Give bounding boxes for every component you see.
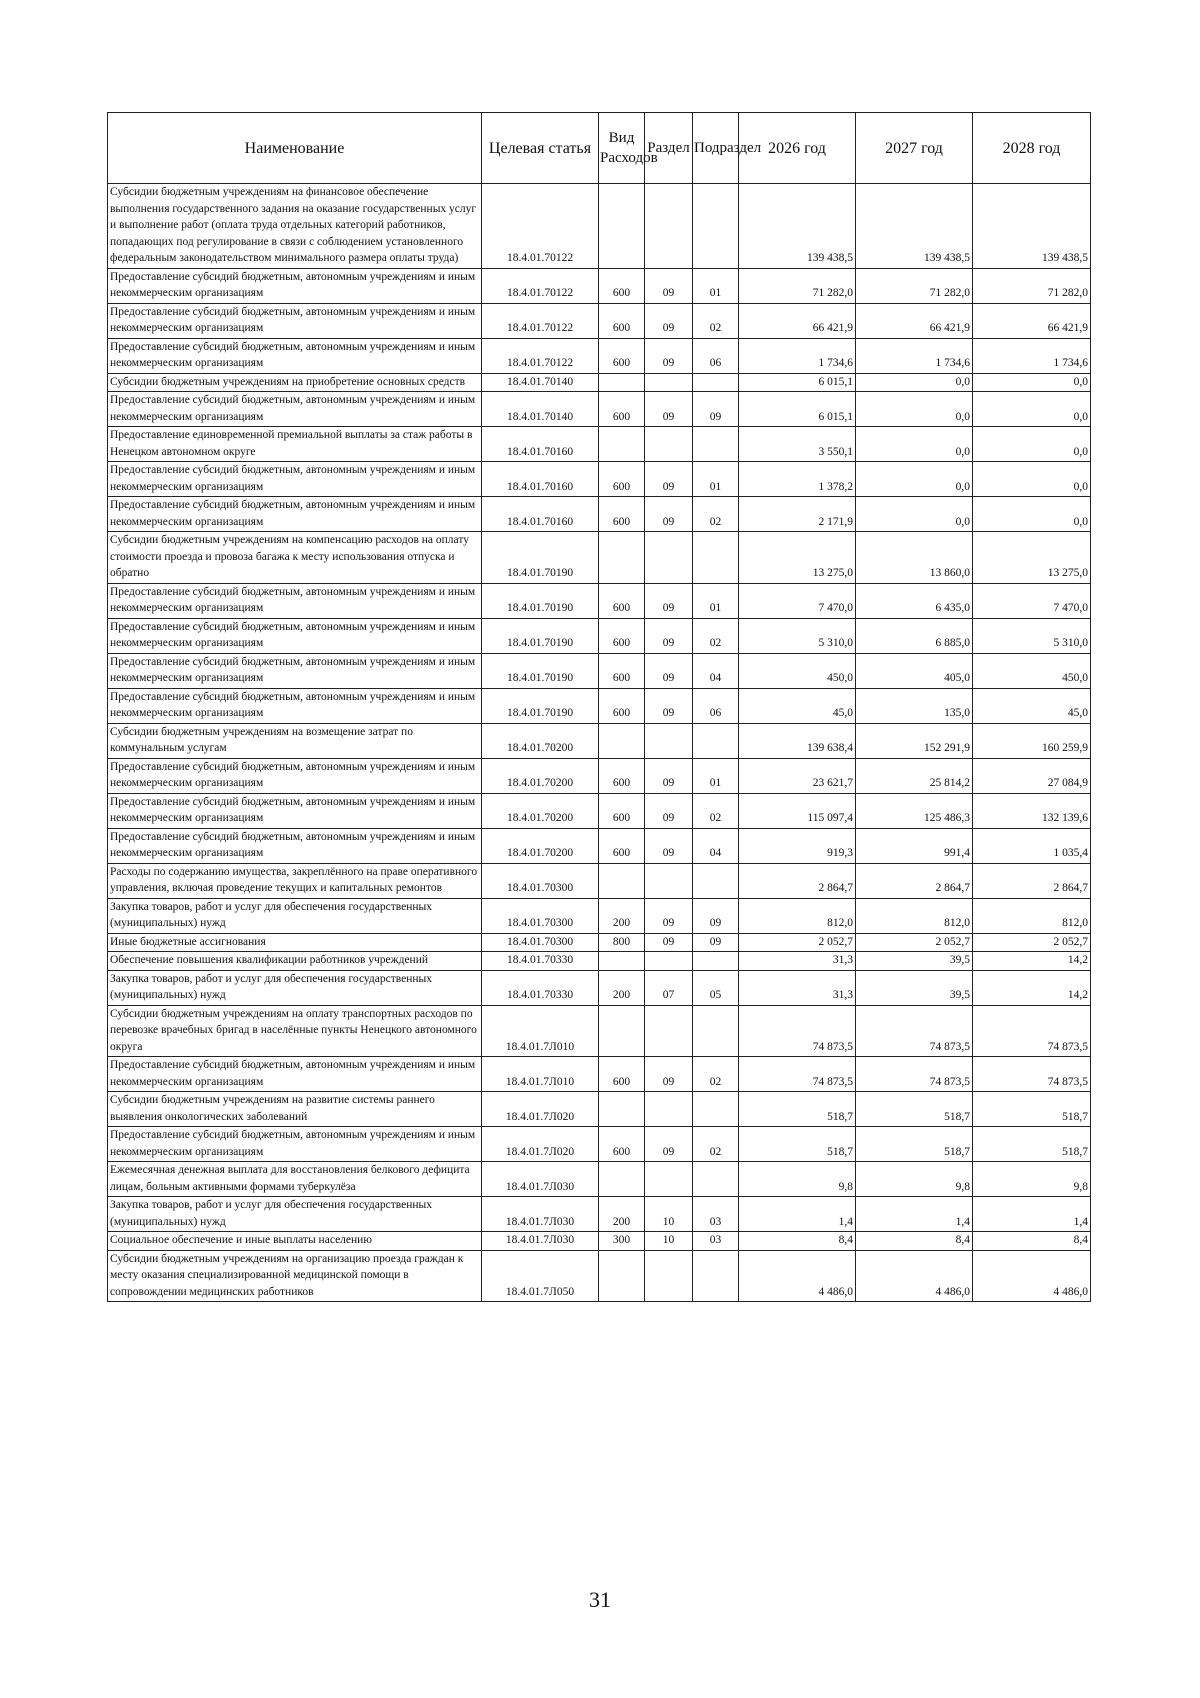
row-name-cell: Закупка товаров, работ и услуг для обеспечения государственных (муниципальных) нужд [108,898,482,933]
amount-2026-cell: 23 621,7 [739,758,856,793]
amount-2026-cell: 3 550,1 [739,427,856,462]
table-row [108,532,1091,584]
expense-type-cell [599,1092,645,1127]
expense-type-cell: 200 [599,1197,645,1232]
header-year-2027: 2027 год [856,113,973,184]
section-cell: 10 [645,1197,693,1232]
target-article-cell: 18.4.01.70160 [482,497,599,532]
subsection-cell: 01 [693,462,739,497]
table-row [108,828,1091,863]
amount-2026-cell: 1 378,2 [739,462,856,497]
target-article-cell: 18.4.01.7Л020 [482,1092,599,1127]
amount-2027-cell: 6 885,0 [856,618,973,653]
target-article-cell: 18.4.01.70300 [482,863,599,898]
header-year-2028: 2028 год [973,113,1091,184]
table-row [108,1092,1091,1127]
amount-2028-cell: 139 438,5 [973,184,1091,269]
expense-type-cell: 600 [599,303,645,338]
amount-2028-cell: 0,0 [973,427,1091,462]
table-row [108,373,1091,392]
table-row [108,1250,1091,1302]
target-article-cell: 18.4.01.70160 [482,427,599,462]
amount-2028-cell: 812,0 [973,898,1091,933]
amount-2028-cell: 14,2 [973,952,1091,971]
amount-2027-cell: 0,0 [856,427,973,462]
target-article-cell: 18.4.01.7Л010 [482,1057,599,1092]
expense-type-cell: 600 [599,618,645,653]
amount-2027-cell: 25 814,2 [856,758,973,793]
amount-2027-cell: 518,7 [856,1127,973,1162]
table-row [108,303,1091,338]
target-article-cell: 18.4.01.7Л030 [482,1197,599,1232]
section-cell: 09 [645,338,693,373]
table-row [108,184,1091,269]
amount-2027-cell: 6 435,0 [856,583,973,618]
section-cell: 10 [645,1232,693,1251]
target-article-cell: 18.4.01.70160 [482,462,599,497]
expense-type-cell [599,1005,645,1057]
row-name-cell: Закупка товаров, работ и услуг для обеспечения государственных (муниципальных) нужд [108,970,482,1005]
target-article-cell: 18.4.01.70190 [482,618,599,653]
amount-2026-cell: 1 734,6 [739,338,856,373]
expense-type-cell: 600 [599,758,645,793]
amount-2027-cell: 0,0 [856,462,973,497]
expense-type-cell: 600 [599,1127,645,1162]
amount-2026-cell: 4 486,0 [739,1250,856,1302]
expense-type-cell: 200 [599,898,645,933]
subsection-cell: 03 [693,1197,739,1232]
amount-2027-cell: 518,7 [856,1092,973,1127]
section-cell [645,952,693,971]
expense-type-cell [599,1162,645,1197]
amount-2026-cell: 31,3 [739,970,856,1005]
subsection-cell [693,427,739,462]
subsection-cell: 02 [693,497,739,532]
amount-2028-cell: 14,2 [973,970,1091,1005]
subsection-cell: 09 [693,898,739,933]
amount-2028-cell: 0,0 [973,373,1091,392]
section-cell [645,1092,693,1127]
amount-2028-cell: 132 139,6 [973,793,1091,828]
table-row [108,688,1091,723]
amount-2027-cell: 0,0 [856,497,973,532]
amount-2027-cell: 152 291,9 [856,723,973,758]
section-cell [645,1162,693,1197]
amount-2028-cell: 9,8 [973,1162,1091,1197]
table-row [108,758,1091,793]
amount-2028-cell: 74 873,5 [973,1057,1091,1092]
row-name-cell: Предоставление субсидий бюджетным, автономным учреждениям и иным некоммерческим организациям [108,1057,482,1092]
section-cell [645,863,693,898]
subsection-cell: 02 [693,303,739,338]
section-cell: 09 [645,1127,693,1162]
amount-2027-cell: 405,0 [856,653,973,688]
expense-type-cell: 600 [599,793,645,828]
section-cell: 09 [645,688,693,723]
subsection-cell: 02 [693,1127,739,1162]
amount-2028-cell: 1,4 [973,1197,1091,1232]
row-name-cell: Предоставление субсидий бюджетным, автономным учреждениям и иным некоммерческим организациям [108,653,482,688]
subsection-cell: 09 [693,392,739,427]
amount-2026-cell: 115 097,4 [739,793,856,828]
row-name-cell: Социальное обеспечение и иные выплаты населению [108,1232,482,1251]
row-name-cell: Предоставление субсидий бюджетным, автономным учреждениям и иным некоммерческим организациям [108,268,482,303]
section-cell: 09 [645,462,693,497]
amount-2027-cell: 39,5 [856,970,973,1005]
section-cell: 09 [645,828,693,863]
amount-2028-cell: 74 873,5 [973,1005,1091,1057]
target-article-cell: 18.4.01.70200 [482,758,599,793]
section-cell: 09 [645,933,693,952]
expense-type-cell: 600 [599,497,645,532]
amount-2027-cell: 1 734,6 [856,338,973,373]
row-name-cell: Предоставление субсидий бюджетным, автономным учреждениям и иным некоммерческим организациям [108,338,482,373]
table-row [108,1162,1091,1197]
amount-2026-cell: 74 873,5 [739,1005,856,1057]
table-row [108,970,1091,1005]
section-cell: 09 [645,758,693,793]
amount-2028-cell: 1 734,6 [973,338,1091,373]
amount-2027-cell: 812,0 [856,898,973,933]
target-article-cell: 18.4.01.70190 [482,653,599,688]
target-article-cell: 18.4.01.70122 [482,268,599,303]
amount-2028-cell: 1 035,4 [973,828,1091,863]
subsection-cell: 04 [693,828,739,863]
table-row [108,1127,1091,1162]
expense-type-cell [599,532,645,584]
amount-2026-cell: 6 015,1 [739,373,856,392]
expense-type-cell: 800 [599,933,645,952]
section-cell [645,532,693,584]
expense-type-cell [599,373,645,392]
amount-2026-cell: 518,7 [739,1092,856,1127]
row-name-cell: Иные бюджетные ассигнования [108,933,482,952]
expense-type-cell [599,1250,645,1302]
target-article-cell: 18.4.01.70330 [482,952,599,971]
amount-2026-cell: 74 873,5 [739,1057,856,1092]
amount-2026-cell: 6 015,1 [739,392,856,427]
row-name-cell: Предоставление субсидий бюджетным, автономным учреждениям и иным некоммерческим организациям [108,583,482,618]
row-name-cell: Предоставление субсидий бюджетным, автономным учреждениям и иным некоммерческим организациям [108,392,482,427]
section-cell: 07 [645,970,693,1005]
amount-2027-cell: 0,0 [856,373,973,392]
amount-2026-cell: 139 438,5 [739,184,856,269]
target-article-cell: 18.4.01.70330 [482,970,599,1005]
row-name-cell: Субсидии бюджетным учреждениям на организацию проезда граждан к месту оказания специализированной медицинской помощи в сопровождении медицинских работников [108,1250,482,1302]
row-name-cell: Предоставление субсидий бюджетным, автономным учреждениям и иным некоммерческим организациям [108,618,482,653]
expense-type-cell [599,427,645,462]
amount-2026-cell: 31,3 [739,952,856,971]
expense-type-cell: 300 [599,1232,645,1251]
subsection-cell [693,1005,739,1057]
section-cell [645,373,693,392]
amount-2027-cell: 0,0 [856,392,973,427]
amount-2026-cell: 2 171,9 [739,497,856,532]
target-article-cell: 18.4.01.70190 [482,583,599,618]
row-name-cell: Субсидии бюджетным учреждениям на развитие системы раннего выявления онкологических заболеваний [108,1092,482,1127]
target-article-cell: 18.4.01.70190 [482,688,599,723]
amount-2027-cell: 39,5 [856,952,973,971]
subsection-cell: 04 [693,653,739,688]
amount-2027-cell: 139 438,5 [856,184,973,269]
subsection-cell: 09 [693,933,739,952]
amount-2026-cell: 9,8 [739,1162,856,1197]
table-row [108,583,1091,618]
table-row [108,933,1091,952]
row-name-cell: Субсидии бюджетным учреждениям на финансовое обеспечение выполнения государственного задания на оказание государственных услуг и выполнение работ (оплата труда отдельных категорий работников, попадающих под регулирование в связи с соблюдением установленного федеральным законодательством минимального размера оплаты труда) [108,184,482,269]
target-article-cell: 18.4.01.7Л020 [482,1127,599,1162]
table-row [108,338,1091,373]
expense-type-cell: 600 [599,583,645,618]
amount-2026-cell: 919,3 [739,828,856,863]
table-header-row [108,113,1091,184]
header-name: Наименование [108,113,482,184]
row-name-cell: Ежемесячная денежная выплата для восстановления белкового дефицита лицам, больным активными формами туберкулёза [108,1162,482,1197]
amount-2026-cell: 8,4 [739,1232,856,1251]
section-cell: 09 [645,1057,693,1092]
amount-2027-cell: 1,4 [856,1197,973,1232]
target-article-cell: 18.4.01.70140 [482,392,599,427]
amount-2026-cell: 71 282,0 [739,268,856,303]
expense-type-cell [599,952,645,971]
amount-2027-cell: 991,4 [856,828,973,863]
subsection-cell [693,1092,739,1127]
amount-2028-cell: 13 275,0 [973,532,1091,584]
section-cell: 09 [645,392,693,427]
row-name-cell: Предоставление субсидий бюджетным, автономным учреждениям и иным некоммерческим организациям [108,462,482,497]
section-cell: 09 [645,497,693,532]
expense-type-cell: 600 [599,338,645,373]
table-row [108,1197,1091,1232]
amount-2026-cell: 139 638,4 [739,723,856,758]
amount-2026-cell: 5 310,0 [739,618,856,653]
expense-type-cell: 600 [599,1057,645,1092]
table-row [108,497,1091,532]
table-row [108,1232,1091,1251]
subsection-cell: 06 [693,338,739,373]
subsection-cell [693,184,739,269]
subsection-cell [693,952,739,971]
section-cell: 09 [645,653,693,688]
amount-2026-cell: 45,0 [739,688,856,723]
amount-2027-cell: 135,0 [856,688,973,723]
header-section: Раздел [645,113,693,184]
table-row [108,462,1091,497]
table-row [108,793,1091,828]
header-year-2026: 2026 год [739,113,856,184]
target-article-cell: 18.4.01.70122 [482,338,599,373]
subsection-cell [693,723,739,758]
amount-2028-cell: 0,0 [973,497,1091,532]
section-cell [645,427,693,462]
expense-type-cell: 600 [599,688,645,723]
amount-2026-cell: 518,7 [739,1127,856,1162]
target-article-cell: 18.4.01.70190 [482,532,599,584]
row-name-cell: Расходы по содержанию имущества, закреплённого на праве оперативного управления, включая проведение текущих и капитальных ремонтов [108,863,482,898]
section-cell [645,723,693,758]
subsection-cell [693,863,739,898]
row-name-cell: Предоставление субсидий бюджетным, автономным учреждениям и иным некоммерческим организациям [108,1127,482,1162]
subsection-cell: 02 [693,793,739,828]
amount-2027-cell: 2 864,7 [856,863,973,898]
subsection-cell: 06 [693,688,739,723]
target-article-cell: 18.4.01.70300 [482,933,599,952]
table-row [108,653,1091,688]
row-name-cell: Предоставление субсидий бюджетным, автономным учреждениям и иным некоммерческим организациям [108,303,482,338]
table-row [108,952,1091,971]
target-article-cell: 18.4.01.70200 [482,723,599,758]
target-article-cell: 18.4.01.70300 [482,898,599,933]
expense-type-cell: 600 [599,462,645,497]
target-article-cell: 18.4.01.70122 [482,184,599,269]
target-article-cell: 18.4.01.7Л030 [482,1232,599,1251]
amount-2027-cell: 66 421,9 [856,303,973,338]
target-article-cell: 18.4.01.7Л030 [482,1162,599,1197]
section-cell [645,1250,693,1302]
expense-type-cell [599,863,645,898]
table-row [108,427,1091,462]
row-name-cell: Предоставление субсидий бюджетным, автономным учреждениям и иным некоммерческим организациям [108,497,482,532]
amount-2028-cell: 5 310,0 [973,618,1091,653]
row-name-cell: Субсидии бюджетным учреждениям на приобретение основных средств [108,373,482,392]
expense-type-cell: 600 [599,653,645,688]
amount-2028-cell: 45,0 [973,688,1091,723]
amount-2028-cell: 0,0 [973,462,1091,497]
table-row [108,268,1091,303]
amount-2027-cell: 125 486,3 [856,793,973,828]
budget-table [107,112,1091,1302]
section-cell [645,184,693,269]
section-cell: 09 [645,618,693,653]
row-name-cell: Предоставление единовременной премиальной выплаты за стаж работы в Ненецком автономном округе [108,427,482,462]
amount-2026-cell: 2 052,7 [739,933,856,952]
amount-2026-cell: 13 275,0 [739,532,856,584]
row-name-cell: Предоставление субсидий бюджетным, автономным учреждениям и иным некоммерческим организациям [108,828,482,863]
row-name-cell: Субсидии бюджетным учреждениям на возмещение затрат по коммунальным услугам [108,723,482,758]
table-row [108,392,1091,427]
row-name-cell: Обеспечение повышения квалификации работников учреждений [108,952,482,971]
amount-2027-cell: 71 282,0 [856,268,973,303]
amount-2028-cell: 160 259,9 [973,723,1091,758]
subsection-cell [693,373,739,392]
target-article-cell: 18.4.01.70122 [482,303,599,338]
amount-2028-cell: 66 421,9 [973,303,1091,338]
amount-2027-cell: 74 873,5 [856,1005,973,1057]
row-name-cell: Предоставление субсидий бюджетным, автономным учреждениям и иным некоммерческим организациям [108,758,482,793]
table-row [108,1057,1091,1092]
expense-type-cell [599,723,645,758]
amount-2026-cell: 66 421,9 [739,303,856,338]
amount-2027-cell: 13 860,0 [856,532,973,584]
subsection-cell [693,1162,739,1197]
row-name-cell: Субсидии бюджетным учреждениям на компенсацию расходов на оплату стоимости проезда и провоза багажа к месту использования отпуска и обратно [108,532,482,584]
section-cell: 09 [645,793,693,828]
expense-type-cell: 600 [599,392,645,427]
amount-2027-cell: 4 486,0 [856,1250,973,1302]
table-row [108,723,1091,758]
amount-2026-cell: 812,0 [739,898,856,933]
amount-2027-cell: 8,4 [856,1232,973,1251]
expense-type-cell: 600 [599,828,645,863]
target-article-cell: 18.4.01.70200 [482,793,599,828]
section-cell: 09 [645,268,693,303]
subsection-cell [693,532,739,584]
amount-2028-cell: 7 470,0 [973,583,1091,618]
amount-2027-cell: 2 052,7 [856,933,973,952]
amount-2028-cell: 518,7 [973,1127,1091,1162]
section-cell: 09 [645,583,693,618]
header-subsection: Подраздел [693,113,739,184]
table-row [108,1005,1091,1057]
amount-2026-cell: 7 470,0 [739,583,856,618]
subsection-cell [693,1250,739,1302]
subsection-cell: 03 [693,1232,739,1251]
subsection-cell: 01 [693,268,739,303]
amount-2028-cell: 4 486,0 [973,1250,1091,1302]
amount-2028-cell: 71 282,0 [973,268,1091,303]
amount-2028-cell: 27 084,9 [973,758,1091,793]
amount-2026-cell: 450,0 [739,653,856,688]
amount-2027-cell: 74 873,5 [856,1057,973,1092]
table-body [108,184,1091,1302]
target-article-cell: 18.4.01.7Л050 [482,1250,599,1302]
target-article-cell: 18.4.01.70140 [482,373,599,392]
expense-type-cell: 600 [599,268,645,303]
table-row [108,618,1091,653]
table-row [108,898,1091,933]
section-cell: 09 [645,898,693,933]
amount-2027-cell: 9,8 [856,1162,973,1197]
target-article-cell: 18.4.01.7Л010 [482,1005,599,1057]
row-name-cell: Предоставление субсидий бюджетным, автономным учреждениям и иным некоммерческим организациям [108,793,482,828]
subsection-cell: 01 [693,583,739,618]
subsection-cell: 01 [693,758,739,793]
amount-2026-cell: 1,4 [739,1197,856,1232]
header-expense-type: Вид Расходов [599,113,645,184]
row-name-cell: Предоставление субсидий бюджетным, автономным учреждениям и иным некоммерческим организациям [108,688,482,723]
subsection-cell: 02 [693,1057,739,1092]
amount-2028-cell: 2 052,7 [973,933,1091,952]
table-row [108,863,1091,898]
section-cell [645,1005,693,1057]
target-article-cell: 18.4.01.70200 [482,828,599,863]
amount-2028-cell: 0,0 [973,392,1091,427]
row-name-cell: Субсидии бюджетным учреждениям на оплату транспортных расходов по перевозке врачебных бригад в населённые пункты Ненецкого автономного округа [108,1005,482,1057]
section-cell: 09 [645,303,693,338]
subsection-cell: 02 [693,618,739,653]
subsection-cell: 05 [693,970,739,1005]
expense-type-cell [599,184,645,269]
expense-type-cell: 200 [599,970,645,1005]
page-number: 31 [589,1587,611,1612]
header-target-article: Целевая статья [482,113,599,184]
row-name-cell: Закупка товаров, работ и услуг для обеспечения государственных (муниципальных) нужд [108,1197,482,1232]
amount-2028-cell: 518,7 [973,1092,1091,1127]
amount-2028-cell: 2 864,7 [973,863,1091,898]
amount-2028-cell: 450,0 [973,653,1091,688]
amount-2026-cell: 2 864,7 [739,863,856,898]
amount-2028-cell: 8,4 [973,1232,1091,1251]
